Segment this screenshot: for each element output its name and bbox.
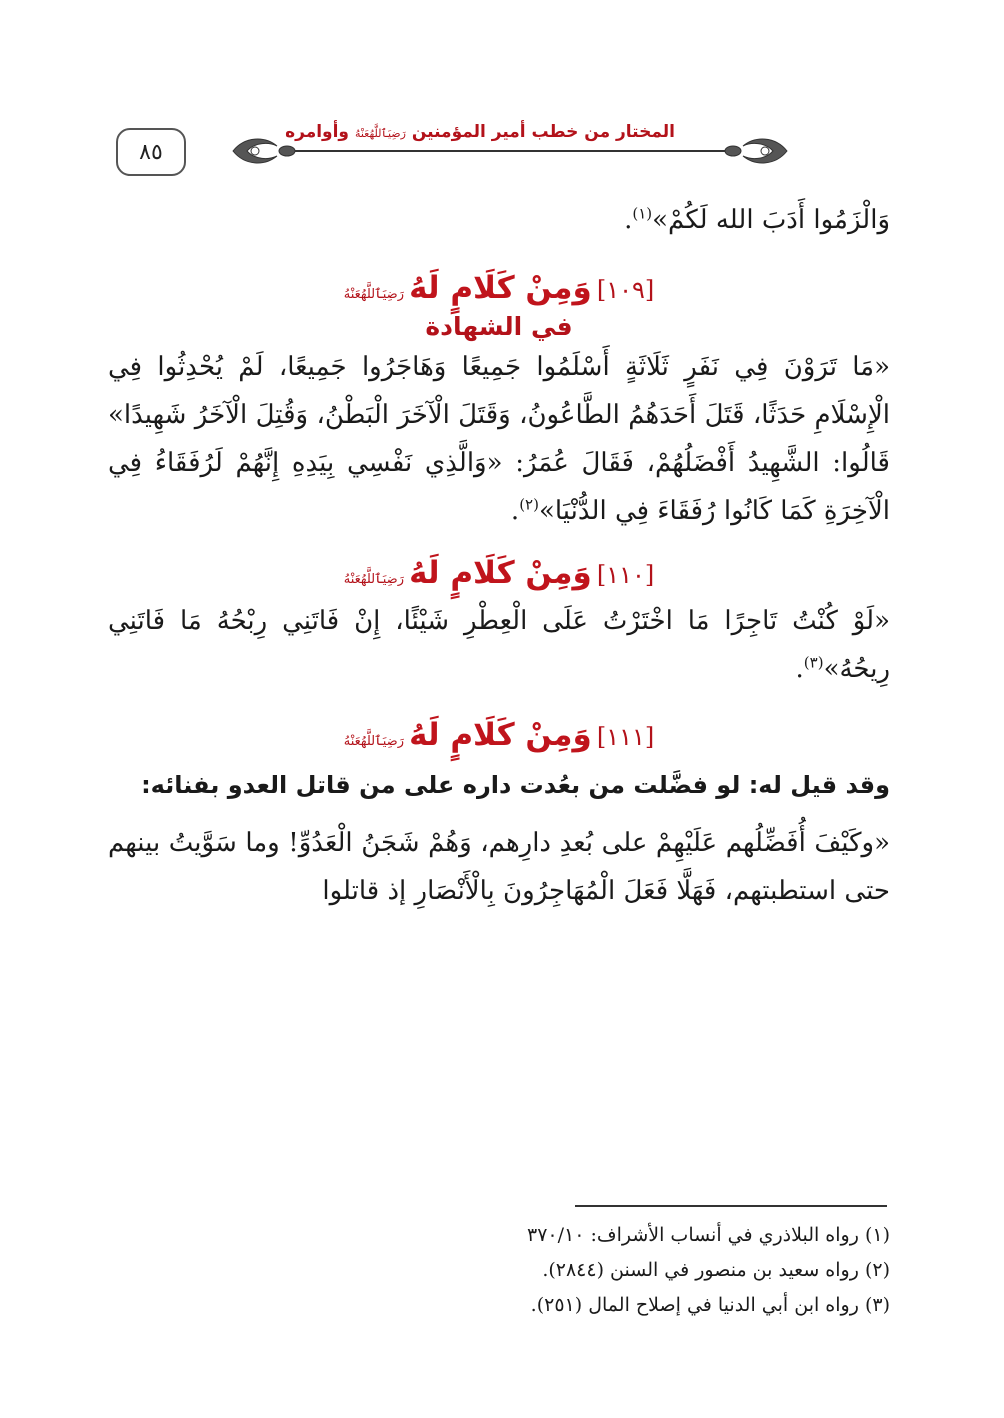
footnote-ref: (٢) bbox=[519, 495, 539, 514]
section-number: [١٠٩] bbox=[596, 276, 655, 304]
page-number-text: ٨٥ bbox=[139, 139, 163, 165]
footnote-text: رواه البلاذري في أنساب الأشراف: ٣٧٠/١٠ bbox=[527, 1224, 859, 1246]
section-intro-111: وقد قيل له: لو فضَّلت من بعُدت داره على من قاتل العدو بفنائه: bbox=[141, 771, 890, 799]
opening-line bbox=[108, 196, 890, 244]
opening-line-end: . bbox=[624, 205, 633, 235]
running-title-honorific: رَضِيَٱللَّهُعَنْهُ bbox=[354, 127, 406, 140]
footnote-text: رواه ابن أبي الدنيا في إصلاح المال (٢٥١). bbox=[530, 1294, 859, 1316]
section-honorific: رَضِيَٱللَّهُعَنْهُ bbox=[343, 734, 404, 749]
section-subtitle: في الشهادة bbox=[425, 312, 573, 341]
section-text-end: . bbox=[510, 496, 520, 526]
main-content bbox=[108, 196, 890, 915]
footnote-item bbox=[108, 1288, 890, 1323]
section-title: وَمِنْ كَلَامٍ لَهُ bbox=[409, 270, 592, 306]
footnote-item bbox=[108, 1253, 890, 1288]
footnote-ref: (١) bbox=[632, 204, 653, 223]
footnote-text: رواه سعيد بن منصور في السنن (٢٨٤٤). bbox=[542, 1259, 859, 1281]
section-text: «مَا تَرَوْنَ فِي نَفَرٍ ثَلَاثَةٍ أَسْلَمُوا جَمِيعًا وَهَاجَرُوا جَمِيعًا، لَمْ يُحْدِثُوا فِي الْإِسْلَامِ حَدَثًا، قَتَلَ أَحَدَهُمُ الطَّاعُونُ، وَقَتَلَ الْآخَرَ الْبَطْنُ، وَقُتِلَ الْآخَرُ شَهِيدًا» قَالُوا: الشَّهِيدُ أَفْضَلُهُمْ، فَقَالَ عُمَرُ: «وَالَّذِي نَفْسِي بِيَدِهِ إِنَّهُمْ لَرُفَقَاءُ فِي الْآخِرَةِ كَمَا كَانُوا رُفَقَاءَ فِي الدُّنْيَا» bbox=[108, 352, 890, 526]
section-honorific: رَضِيَٱللَّهُعَنْهُ bbox=[343, 572, 404, 587]
section-heading-110 bbox=[108, 555, 890, 591]
section-title: وَمِنْ كَلَامٍ لَهُ bbox=[409, 717, 592, 753]
footnote-item bbox=[108, 1218, 890, 1253]
section-text-end: . bbox=[795, 654, 804, 684]
section-text-110 bbox=[108, 597, 890, 693]
running-title bbox=[279, 122, 681, 142]
footnote-ref: (٣) bbox=[803, 653, 824, 672]
footnote-number: (١) bbox=[864, 1224, 890, 1246]
running-title-text: المختار من خطب أمير المؤمنين bbox=[411, 122, 675, 142]
section-heading-111 bbox=[108, 717, 890, 753]
footnote-number: (٢) bbox=[864, 1259, 890, 1281]
footnotes bbox=[108, 1218, 890, 1323]
footnote-number: (٣) bbox=[864, 1294, 890, 1316]
section-title: وَمِنْ كَلَامٍ لَهُ bbox=[409, 555, 592, 591]
opening-line-text: وَالْزَمُوا أَدَبَ الله لَكُمْ» bbox=[652, 205, 890, 235]
section-number: [١١٠] bbox=[596, 561, 655, 589]
footnote-divider bbox=[575, 1205, 887, 1207]
running-header bbox=[225, 118, 795, 184]
section-number: [١١١] bbox=[596, 723, 655, 751]
section-honorific: رَضِيَٱللَّهُعَنْهُ bbox=[343, 287, 404, 302]
section-text-109 bbox=[108, 343, 890, 535]
section-text: «لَوْ كُنْتُ تَاجِرًا مَا اخْتَرْتُ عَلَى الْعِطْرِ شَيْئًا، إِنْ فَاتَنِي رِبْحُهُ مَا فَاتَنِي رِيحُهُ» bbox=[108, 606, 890, 684]
section-heading-109 bbox=[108, 270, 890, 306]
page-number bbox=[116, 128, 186, 176]
section-text-111: «وكَيْفَ أُفَضِّلُهم عَلَيْهِمْ على بُعدِ دارِهم، وَهُمْ شَجَنُ الْعَدُوِّ! وما سَوَّيتُ بينهم حتى استطبتهم، فَهَلَّا فَعَلَ الْمُهَاجِرُونَ بِالْأَنْصَارِ إذ قاتلوا bbox=[108, 828, 890, 906]
running-title-suffix: وأوامره bbox=[285, 122, 350, 142]
